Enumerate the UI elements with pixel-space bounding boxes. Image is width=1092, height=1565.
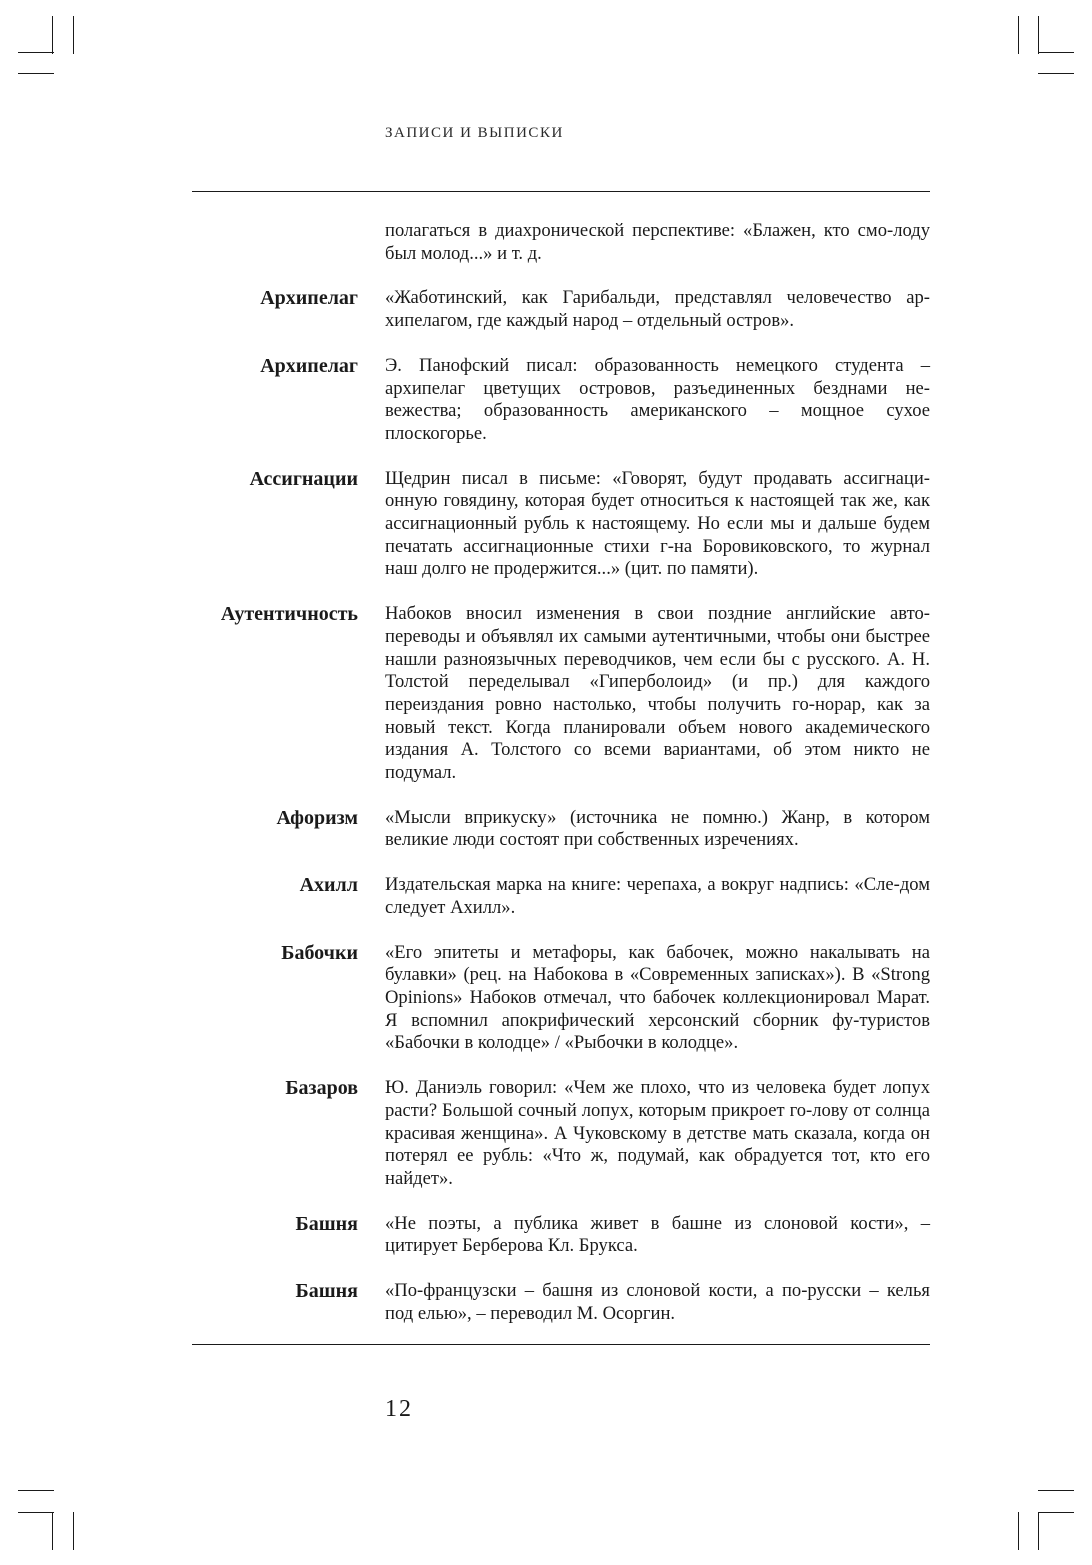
crop-mark xyxy=(1018,1512,1019,1550)
entry-term: Башня xyxy=(295,1212,358,1235)
continuation-entry xyxy=(192,220,930,265)
entry xyxy=(192,1077,930,1191)
entry-text: Ю. Даниэль говорил: «Чем же плохо, что из человека будет лопух расти? Большой сочный лопух, которым прикроет го-лову от солнца красивая женщина». А Чуковскому в детстве мать сказала, когда он потерял ее рубль: «Что ж, подумай, как обрадуется тот, кто его найдет». xyxy=(385,1077,930,1189)
crop-mark xyxy=(73,16,74,54)
entries-list xyxy=(192,220,930,1347)
entry-text: «Его эпитеты и метафоры, как бабочек, можно накалывать на булавки» (рец. на Набокова в «Современных записках»). В «Strong Opinions» Набоков отмечал, что бабочек коллекционировал Марат. Я вспомнил апокрифический херсонский сборник фу-туристов «Бабочки в колодце» / «Рыбочки в колодце». xyxy=(385,941,930,1054)
entry-text: «Мысли вприкуску» (источника не помню.) Жанр, в котором великие люди состоят при собственных изречениях. xyxy=(385,806,930,851)
entry-text: «Жаботинский, как Гарибальди, представлял человечество ар-хипелагом, где каждый народ – отдельный остров». xyxy=(385,287,930,332)
entry-text: «По-французски – башня из слоновой кости, а по-русски – келья под елью», – переводил М. Осоргин. xyxy=(385,1280,930,1324)
crop-mark xyxy=(1018,16,1019,54)
entry-text: Набоков вносил изменения в свои поздние английские авто-переводы и объявлял их самыми аутентичными, чтобы они быстрее нашли разноязычных переводчиков, чем если бы с русского. А. Н. Толстой переделывал «Гиперболоид» (и пр.) для каждого переиздания ровно настолько, чтобы получить го-норар, как за новый текст. Когда планировали объем нового академического издания А. Толстого со всеми вариантами, об этом никто не подумал. xyxy=(385,603,930,784)
entry-term: Базаров xyxy=(285,1077,358,1100)
crop-mark xyxy=(18,1512,54,1513)
crop-mark xyxy=(1038,52,1074,53)
entry-text: Щедрин писал в письме: «Говорят, будут продавать ассигнаци-онную говядину, которая будет относиться к настоящей так же, как ассигнационный рубль к настоящему. Но если мы и дальше будем печатать ассигнационные стихи г-на Боровиковского, то журнал наш долго не продержится...» (цит. по памяти). xyxy=(385,467,930,580)
crop-mark xyxy=(52,1512,53,1550)
entry-text: Издательская марка на книге: черепаха, а вокруг надпись: «Сле-дом следует Ахилл». xyxy=(385,874,930,918)
entry xyxy=(192,1280,930,1325)
entry-text: Э. Панофский писал: образованность немецкого студента – архипелаг цветущих островов, разъединенных безднами не-вежества; образованность американского – мощное сухое плоскогорье. xyxy=(385,354,930,444)
entry-term: Ассигнации xyxy=(249,467,358,490)
entry-term: Башня xyxy=(295,1280,358,1303)
page-number: 12 xyxy=(385,1396,413,1422)
crop-mark xyxy=(1038,73,1074,74)
entry xyxy=(192,807,930,852)
crop-mark xyxy=(1038,1512,1074,1513)
bottom-rule xyxy=(192,1344,930,1345)
crop-mark xyxy=(1038,1490,1074,1491)
top-rule xyxy=(192,191,930,192)
entry xyxy=(192,287,930,332)
crop-mark xyxy=(18,1490,54,1491)
entry xyxy=(192,942,930,1056)
entry-term: Ахилл xyxy=(299,874,358,897)
crop-mark xyxy=(18,73,54,74)
entry xyxy=(192,874,930,919)
entry xyxy=(192,355,930,446)
entry xyxy=(192,603,930,785)
crop-mark xyxy=(1038,16,1039,54)
running-head: ЗАПИСИ И ВЫПИСКИ xyxy=(385,125,564,141)
crop-mark xyxy=(73,1512,74,1550)
entry-term: Бабочки xyxy=(281,941,358,964)
entry-text: «Не поэты, а публика живет в башне из слоновой кости», – цитирует Берберова Кл. Брукса. xyxy=(385,1212,930,1257)
crop-mark xyxy=(1038,1512,1039,1550)
crop-mark xyxy=(18,52,54,53)
entry-term: Архипелаг xyxy=(260,354,358,377)
entry-term: Архипелаг xyxy=(260,287,358,310)
entry xyxy=(192,468,930,582)
entry-term: Аутентичность xyxy=(220,603,358,626)
continuation-text: полагаться в диахронической перспективе: «Блажен, кто смо-лоду был молод...» и т. д. xyxy=(385,220,930,264)
crop-mark xyxy=(52,16,53,54)
entry-term: Афоризм xyxy=(276,806,358,829)
entry xyxy=(192,1213,930,1258)
